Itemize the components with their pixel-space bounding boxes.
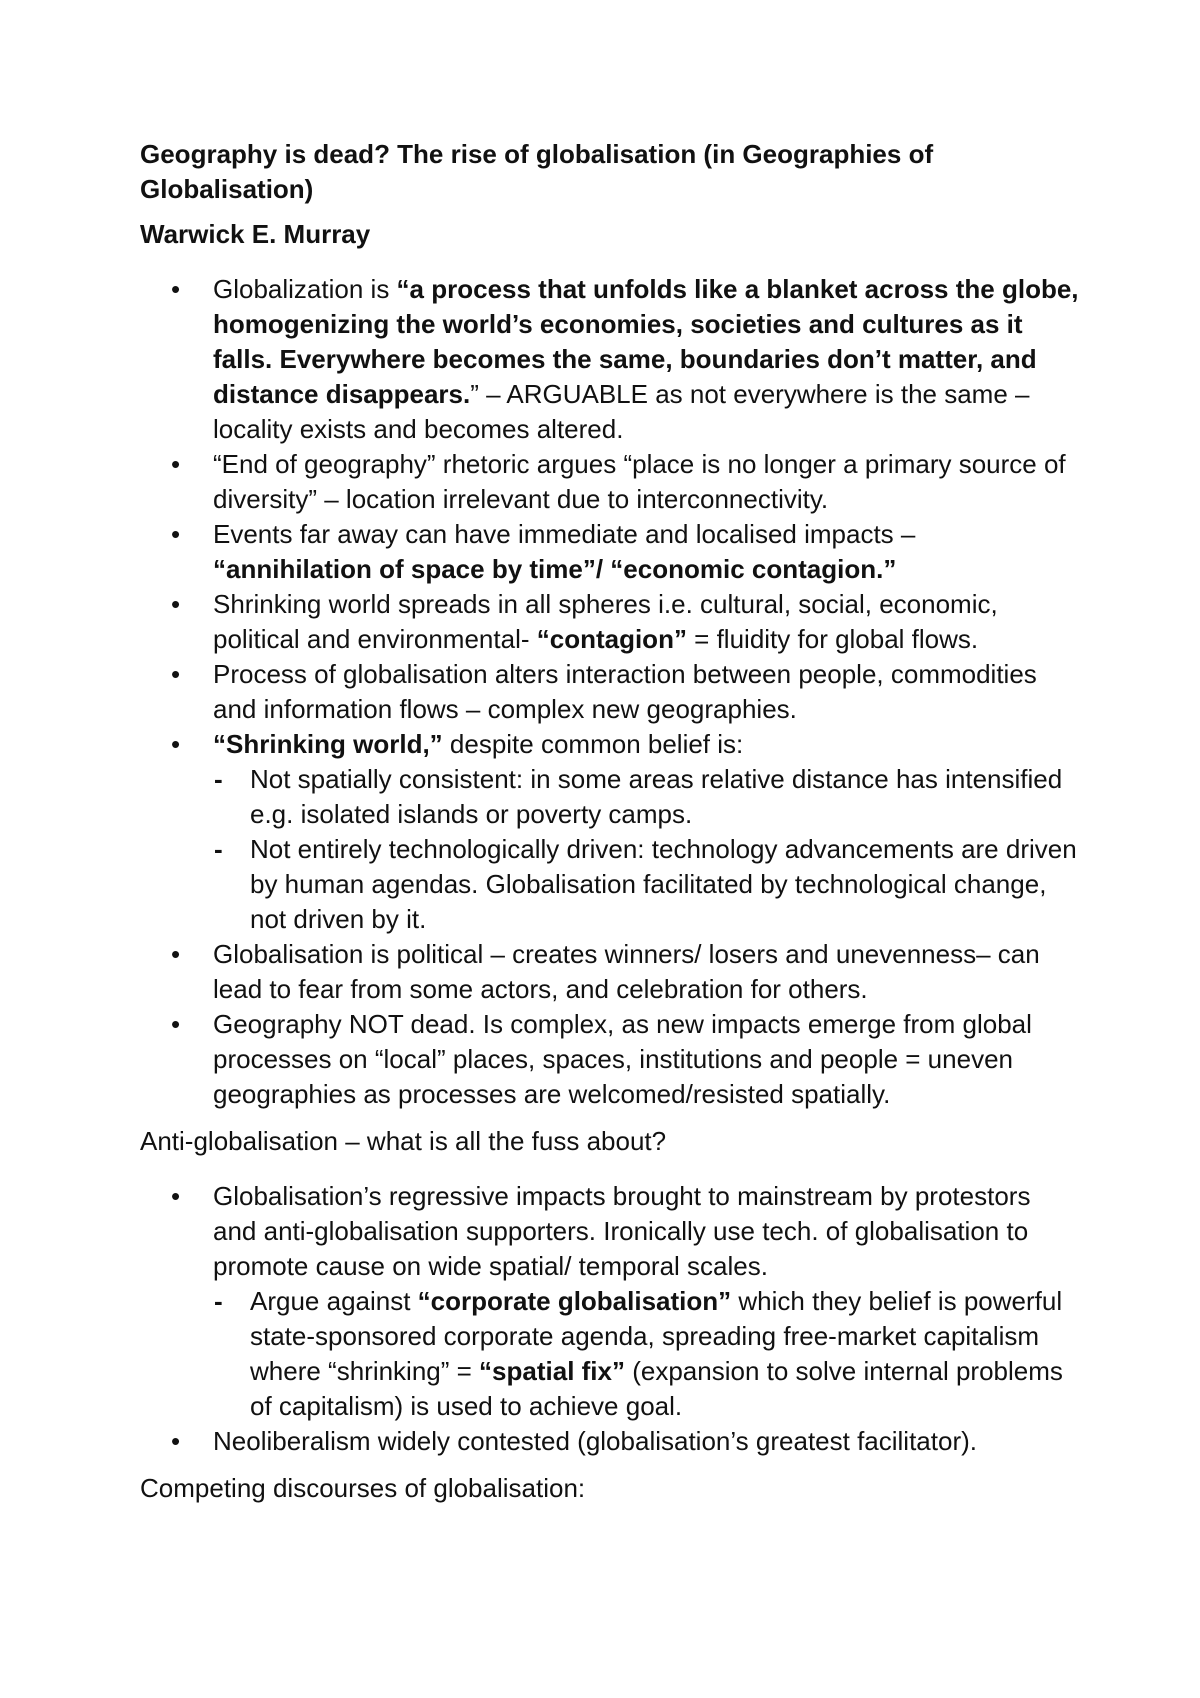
bullet-text: ” – ARGUABLE as not everywhere is the same – locality exists and becomes altered. — [213, 379, 1030, 444]
bullet-text-bold: “Shrinking world,” — [213, 729, 443, 759]
bullet-text: despite common belief is: — [442, 729, 744, 759]
bullet-item — [213, 1007, 1080, 1112]
sub-text-bold: “corporate globalisation” — [417, 1286, 732, 1316]
bullet-text: Neoliberalism widely contested (globalisation’s greatest facilitator). — [213, 1426, 977, 1456]
bullet-text-bold: “a process that unfolds like a blanket across the globe, homogenizing the world’s economies, societies and cultures as it falls. Everywhere becomes the same, boundaries don’t matter, and distance disappears. — [213, 274, 1079, 409]
bullet-text-bold: “contagion” — [536, 624, 687, 654]
bullet-item — [213, 587, 1080, 657]
sub-list-item: - Not spatially consistent: in some areas relative distance has intensified e.g. isolated islands or poverty camps. — [250, 762, 1080, 832]
section-heading-competing-discourses: Competing discourses of globalisation: — [140, 1473, 586, 1503]
bullet-item — [213, 447, 1080, 517]
bullet-item — [213, 272, 1080, 447]
bullet-text: Shrinking world spreads in all spheres i.e. cultural, social, economic, political and environmental- — [213, 589, 998, 654]
bullet-item — [213, 727, 1080, 937]
bullet-text: Globalisation is political – creates winners/ losers and unevenness– can lead to fear from some actors, and celebration for others. — [213, 939, 1040, 1004]
document-body — [140, 137, 1080, 1526]
sub-text: which they belief is powerful state-sponsored corporate agenda, spreading free-market capitalism where “shrinking” = — [250, 1286, 1063, 1386]
bullet-text: = fluidity for global flows. — [686, 624, 979, 654]
bullet-text-bold: “annihilation of space by time”/ “economic contagion.” — [213, 554, 897, 584]
sub-list-item — [250, 1284, 1080, 1424]
sub-list — [213, 1284, 1080, 1424]
bullet-item — [213, 1179, 1080, 1424]
bullet-text: Process of globalisation alters interaction between people, commodities and information flows – complex new geographies. — [213, 659, 1037, 724]
sub-list — [213, 762, 1080, 937]
bullet-item — [213, 517, 1080, 587]
bullet-text: Geography NOT dead. Is complex, as new impacts emerge from global processes on “local” places, spaces, institutions and people = uneven geographies as processes are welcomed/resisted spatially. — [213, 1009, 1032, 1109]
bullet-text: Globalisation’s regressive impacts brought to mainstream by protestors and anti-globalisation supporters. Ironically use tech. of globalisation to promote cause on wide spatial/ temporal scales. — [213, 1181, 1031, 1281]
document-title: Geography is dead? The rise of globalisation (in Geographies of Globalisation) — [140, 139, 934, 204]
sub-text-bold: “spatial fix” — [479, 1356, 625, 1386]
document-author: Warwick E. Murray — [140, 219, 371, 249]
section-heading-anti-globalisation: Anti-globalisation – what is all the fuss about? — [140, 1126, 667, 1156]
bullet-text: “End of geography” rhetoric argues “place is no longer a primary source of diversity” – location irrelevant due to interconnectivity. — [213, 449, 1066, 514]
section-2-bullets — [140, 1179, 1080, 1459]
sub-text: Argue against — [250, 1286, 418, 1316]
sub-list-item: - Not entirely technologically driven: technology advancements are driven by human agendas. Globalisation facilitated by technological change, not driven by it. — [250, 832, 1080, 937]
bullet-item — [213, 1424, 1080, 1459]
bullet-text: Globalization is — [213, 274, 397, 304]
bullet-item — [213, 657, 1080, 727]
section-1-bullets — [140, 272, 1080, 1112]
bullet-text: Events far away can have immediate and localised impacts – — [213, 519, 916, 549]
bullet-item — [213, 937, 1080, 1007]
sub-text: (expansion to solve internal problems of capitalism) is used to achieve goal. — [250, 1356, 1063, 1421]
